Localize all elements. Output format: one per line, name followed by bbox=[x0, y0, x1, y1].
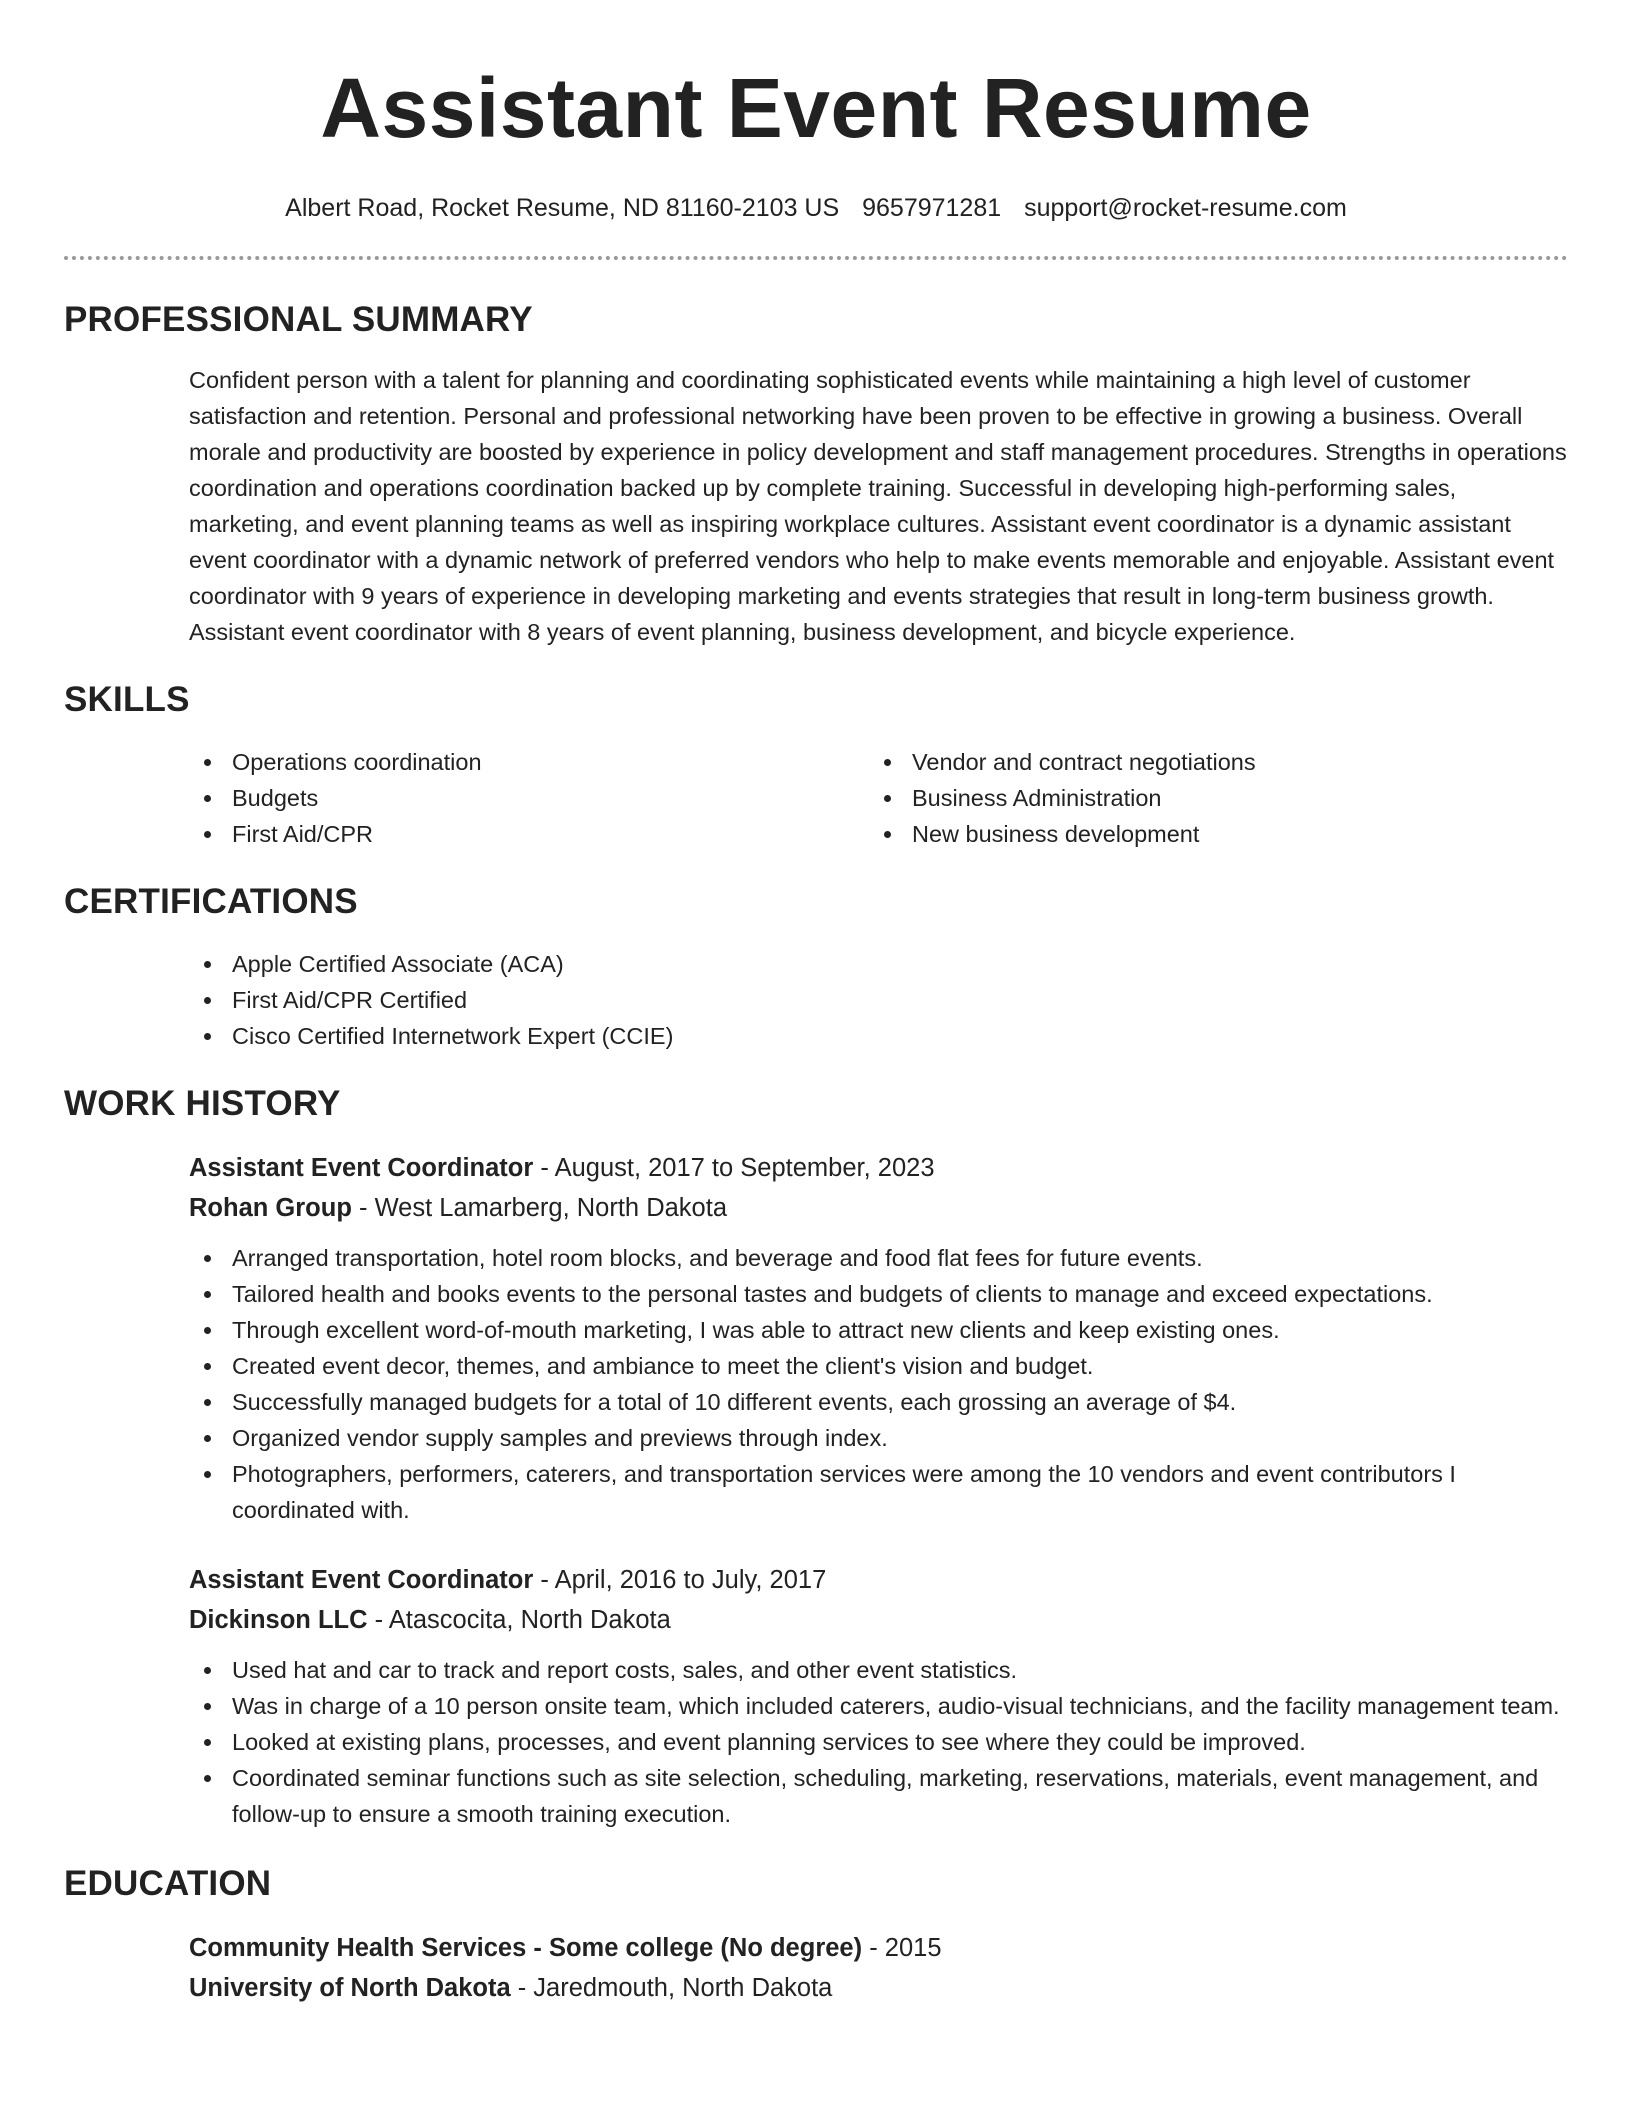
certifications-heading: CERTIFICATIONS bbox=[64, 882, 358, 921]
company-location: - Atascocita, North Dakota bbox=[367, 1606, 671, 1634]
certifications-section bbox=[64, 880, 1568, 1054]
company-line bbox=[189, 1600, 1568, 1640]
contact-address: Albert Road, Rocket Resume, ND 81160-2103 US bbox=[285, 194, 840, 222]
job-bullets bbox=[189, 1240, 1568, 1528]
resume-title: Assistant Event Resume bbox=[320, 61, 1312, 155]
certification-item: Cisco Certified Internetwork Expert (CCIE) bbox=[189, 1018, 1568, 1054]
job-title: Assistant Event Coordinator bbox=[189, 1566, 534, 1594]
job-entry bbox=[64, 1148, 1568, 1528]
job-bullet: Coordinated seminar functions such as site selection, scheduling, marketing, reservations, materials, event management, and follow-up to ensure a smooth training execution. bbox=[189, 1760, 1568, 1832]
job-bullet: Looked at existing plans, processes, and event planning services to see where they could be improved. bbox=[189, 1724, 1568, 1760]
school-name: University of North Dakota bbox=[189, 1974, 511, 2002]
degree-name: Community Health Services - Some college (No degree) bbox=[189, 1934, 863, 1962]
certification-item: First Aid/CPR Certified bbox=[189, 982, 1568, 1018]
certification-item: Apple Certified Associate (ACA) bbox=[189, 946, 1568, 982]
job-title-line bbox=[189, 1148, 1568, 1188]
skill-item: Budgets bbox=[189, 780, 869, 816]
summary-text: Confident person with a talent for planning and coordinating sophisticated events while maintaining a high level of customer satisfaction and retention. Personal and professional networking have been proven to be effective in growing a business. Overall morale and productivity are boosted by experience in policy development and staff management procedures. Strengths in operations coordination and operations coordination backed up by complete training. Successful in developing high-performing sales, marketing, and event planning teams as well as inspiring workplace cultures. Assistant event coordinator is a dynamic assistant event coordinator with a dynamic network of preferred vendors who help to make events memorable and enjoyable. Assistant event coordinator with 9 years of experience in developing marketing and events strategies that result in long-term business growth. Assistant event coordinator with 8 years of event planning, business development, and bicycle experience. bbox=[189, 367, 1567, 645]
summary-section bbox=[64, 298, 1568, 650]
skill-item: First Aid/CPR bbox=[189, 816, 869, 852]
company-name: Dickinson LLC bbox=[189, 1606, 368, 1634]
skills-list-right bbox=[869, 744, 1549, 852]
company-location: - West Lamarberg, North Dakota bbox=[351, 1194, 727, 1222]
job-bullet: Organized vendor supply samples and previews through index. bbox=[189, 1420, 1568, 1456]
job-bullet: Tailored health and books events to the personal tastes and budgets of clients to manage and exceed expectations. bbox=[189, 1276, 1568, 1312]
work-history-section bbox=[64, 1082, 1568, 1832]
job-title: Assistant Event Coordinator bbox=[189, 1154, 534, 1182]
contact-phone: 9657971281 bbox=[862, 194, 1002, 222]
skill-item: New business development bbox=[869, 816, 1549, 852]
skill-item: Operations coordination bbox=[189, 744, 869, 780]
skills-heading: SKILLS bbox=[64, 680, 190, 719]
education-entry bbox=[64, 1928, 1568, 2008]
degree-year: - 2015 bbox=[862, 1934, 942, 1962]
summary-heading: PROFESSIONAL SUMMARY bbox=[64, 300, 533, 339]
company-name: Rohan Group bbox=[189, 1194, 352, 1222]
job-bullet: Used hat and car to track and report costs, sales, and other event statistics. bbox=[189, 1652, 1568, 1688]
education-heading: EDUCATION bbox=[64, 1864, 272, 1903]
skill-item: Vendor and contract negotiations bbox=[869, 744, 1549, 780]
contact-line bbox=[64, 192, 1568, 224]
job-bullet: Was in charge of a 10 person onsite team, which included caterers, audio-visual technicians, and the facility management team. bbox=[189, 1688, 1568, 1724]
skills-list-left bbox=[189, 744, 869, 852]
skills-grid bbox=[64, 744, 1568, 852]
job-bullets bbox=[189, 1652, 1568, 1832]
header-divider bbox=[64, 256, 1568, 260]
skills-section bbox=[64, 678, 1568, 852]
certifications-list bbox=[64, 946, 1568, 1054]
school-location: - Jaredmouth, North Dakota bbox=[510, 1974, 833, 2002]
skill-item: Business Administration bbox=[869, 780, 1549, 816]
company-line bbox=[189, 1188, 1568, 1228]
job-bullet: Arranged transportation, hotel room blocks, and beverage and food flat fees for future events. bbox=[189, 1240, 1568, 1276]
job-bullet: Through excellent word-of-mouth marketing, I was able to attract new clients and keep existing ones. bbox=[189, 1312, 1568, 1348]
work-history-heading: WORK HISTORY bbox=[64, 1084, 341, 1123]
job-bullet: Photographers, performers, caterers, and transportation services were among the 10 vendors and event contributors I coordinated with. bbox=[189, 1456, 1568, 1528]
school-line bbox=[189, 1968, 1568, 2008]
job-dates: - April, 2016 to July, 2017 bbox=[533, 1566, 827, 1594]
job-dates: - August, 2017 to September, 2023 bbox=[533, 1154, 935, 1182]
degree-line bbox=[189, 1928, 1568, 1968]
job-title-line bbox=[189, 1560, 1568, 1600]
contact-email: support@rocket-resume.com bbox=[1024, 194, 1347, 222]
job-entry bbox=[64, 1560, 1568, 1832]
job-bullet: Created event decor, themes, and ambiance to meet the client's vision and budget. bbox=[189, 1348, 1568, 1384]
education-section bbox=[64, 1862, 1568, 2008]
job-bullet: Successfully managed budgets for a total of 10 different events, each grossing an average of $4. bbox=[189, 1384, 1568, 1420]
